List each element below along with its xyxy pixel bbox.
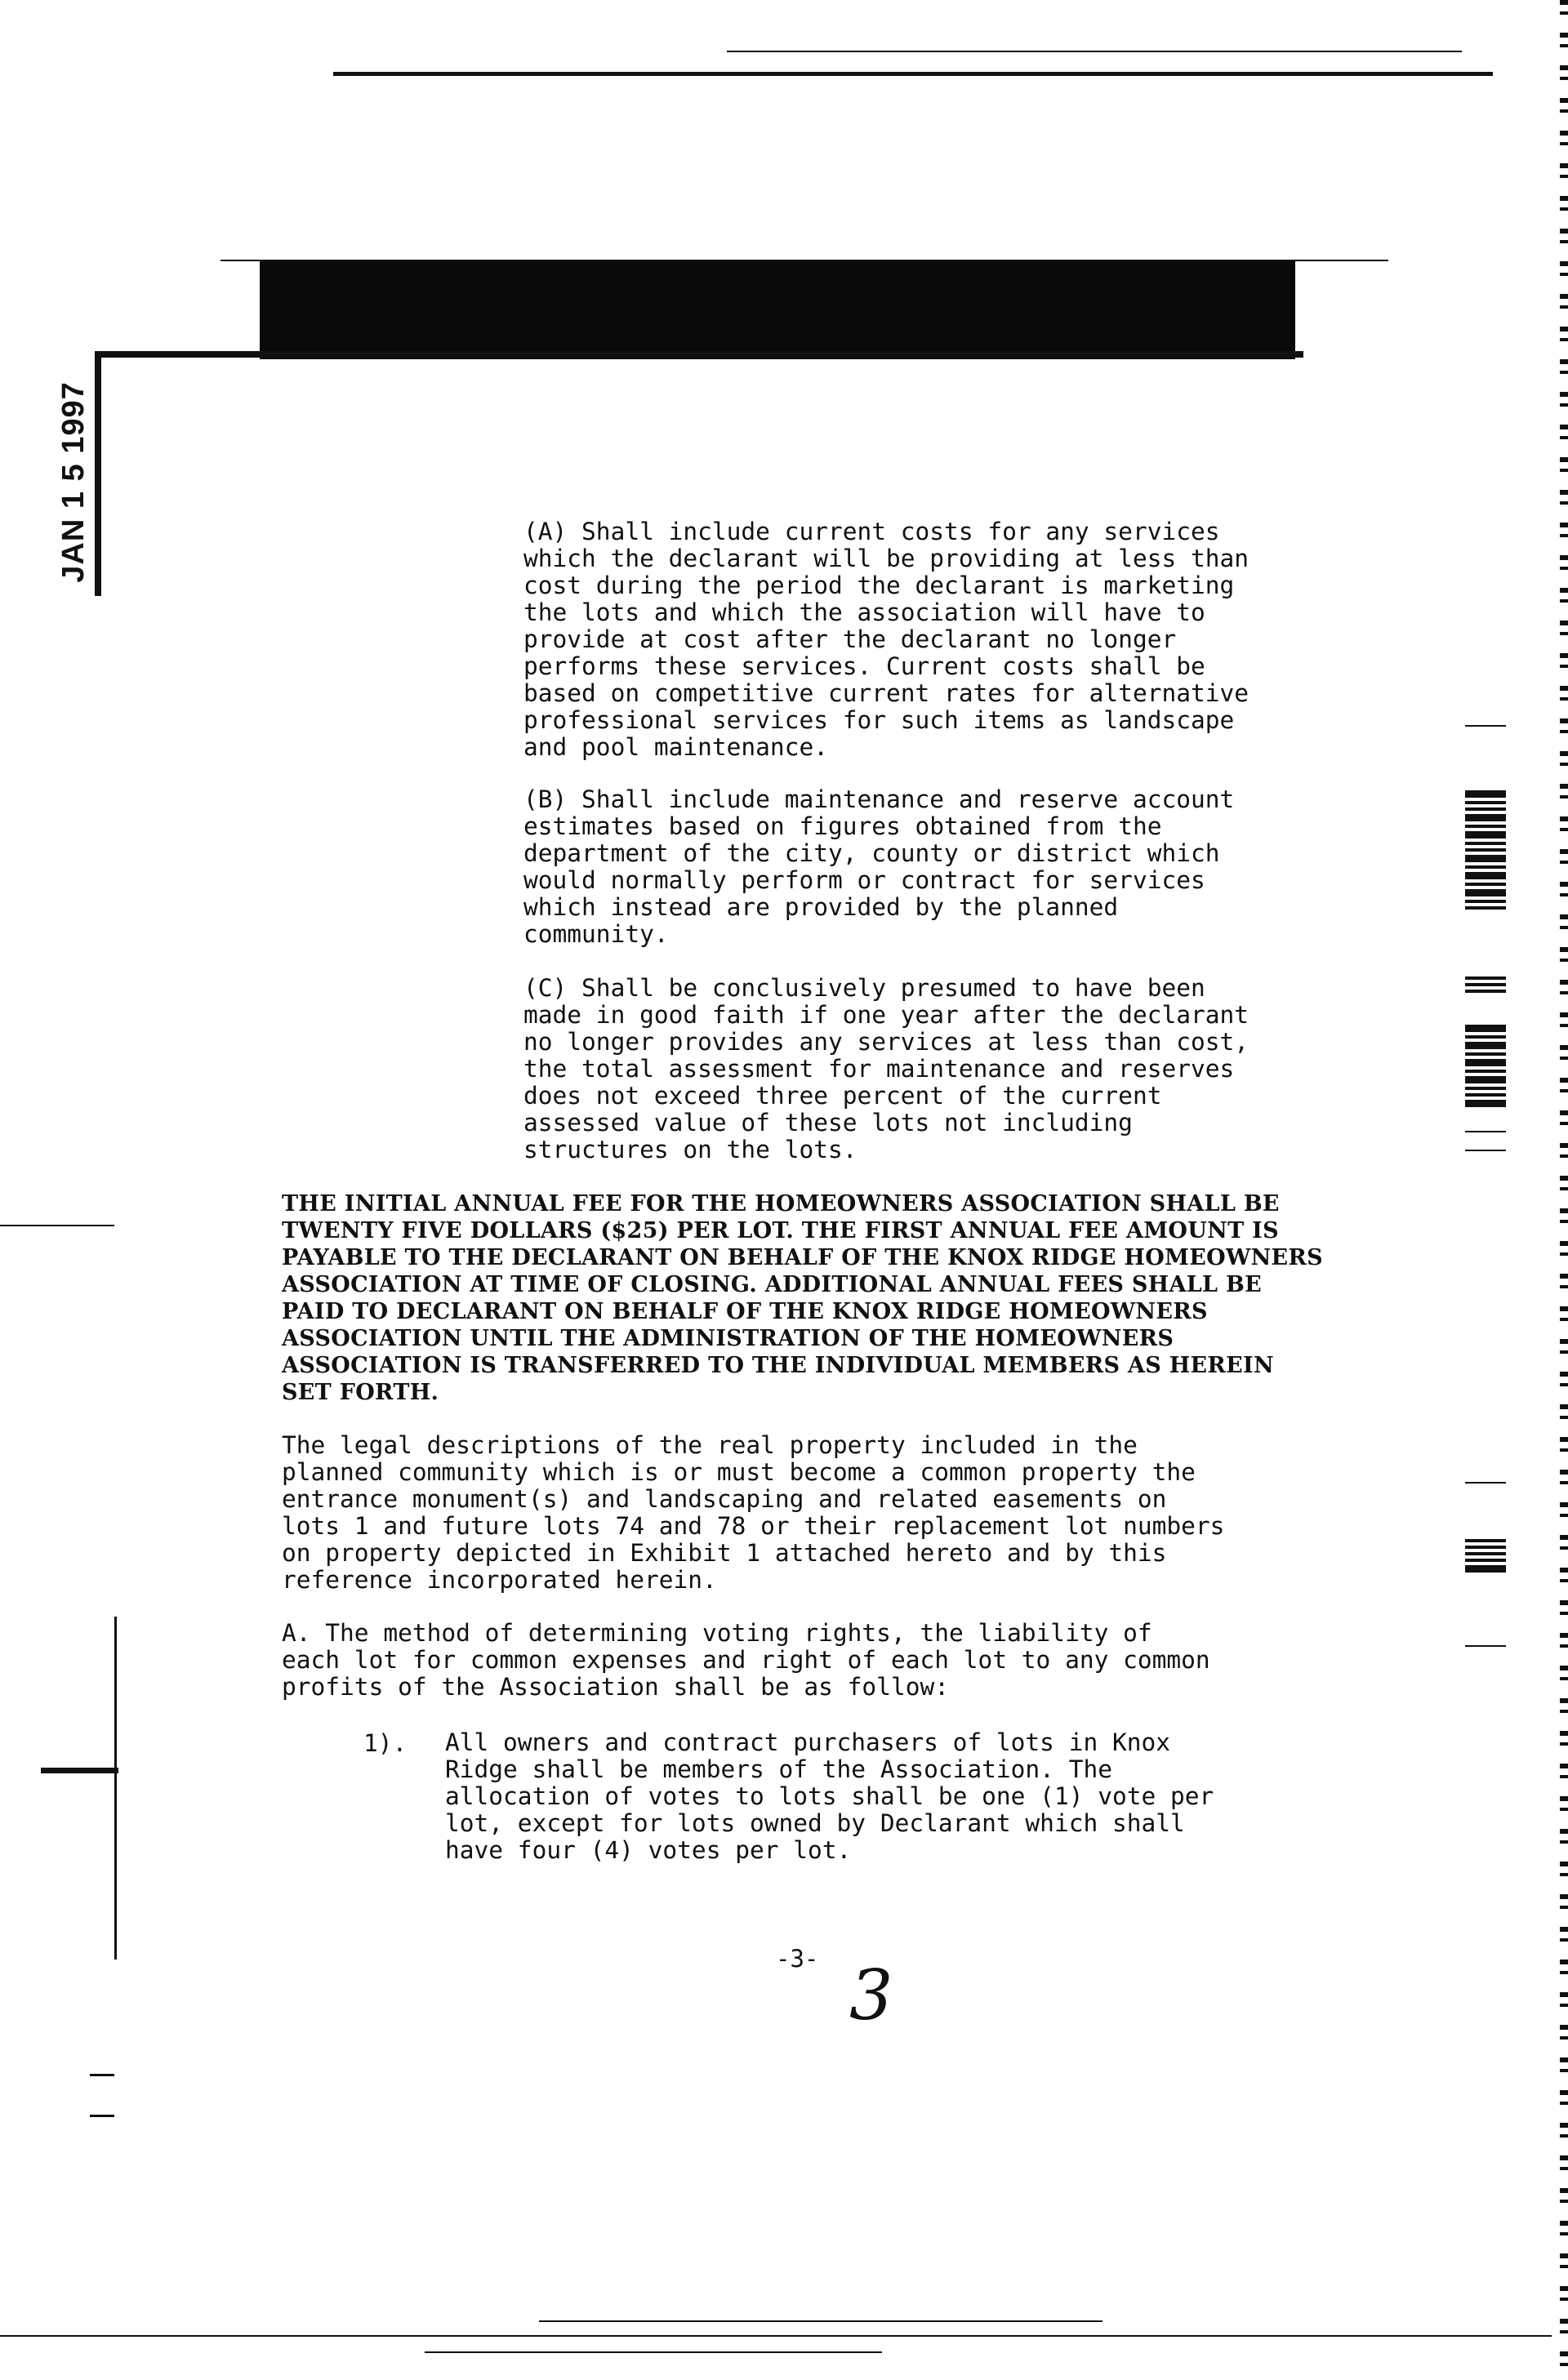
margin-mark: [1465, 1482, 1506, 1484]
bottom-rule: [0, 2335, 1552, 2337]
barcode-marks: [1465, 790, 1506, 913]
bottom-rule: [425, 2351, 882, 2353]
paragraph-b: (B) Shall include maintenance and reserve account estimates based on figures obtained from the department of the city, county or district which would normally perform or contract for services which instead are provided by the planned community.: [523, 785, 1235, 948]
stamp-date: JAN 1 5 1997: [56, 380, 91, 583]
top-rule-faint: [727, 51, 1462, 52]
margin-mark: [1465, 725, 1506, 727]
redaction-block: [260, 261, 1295, 359]
page-edge: [1560, 0, 1568, 2380]
barcode-marks: [1465, 1025, 1506, 1110]
annual-fee-paragraph: THE INITIAL ANNUAL FEE FOR THE HOMEOWNERS ASSOCIATION SHALL BE TWENTY FIVE DOLLARS ($25) PER LOT. THE FIRST ANNUAL FEE AMOUNT IS PAYABLE TO THE DECLARANT ON BEHALF OF THE KNOX RIDGE HOMEOWNERS ASSOCIATION AT TIME OF CLOSING. ADDITIONAL ANNUAL FEES SHALL BE PAID TO DECLARANT ON BEHALF OF THE KNOX RIDGE HOMEOWNERS ASSOCIATION UNTIL THE ADMINISTRATION OF THE HOMEOWNERS ASSOCIATION IS TRANSFERRED TO THE INDIVIDUAL MEMBERS AS HEREIN SET FORTH.: [282, 1191, 1323, 1405]
margin-mark: [114, 1617, 117, 1960]
margin-mark: [0, 1225, 114, 1226]
paragraph-c: (C) Shall be conclusively presumed to have been made in good faith if one year after the declarant no longer provides any services at less than cost, the total assessment for maintenance and reserves does not exceed three percent of the current assessed value of these lots not including structures on the lots.: [523, 974, 1250, 1163]
top-rule: [333, 72, 1493, 76]
voting-rights-paragraph: A. The method of determining voting rights, the liability of each lot for common expenses and right of each lot to any common profits of the Association shall be as follow:: [282, 1619, 1210, 1701]
margin-mark: [90, 2074, 114, 2076]
margin-mark: [41, 1768, 118, 1773]
margin-mark: [1465, 1131, 1506, 1132]
margin-mark: [1465, 1150, 1506, 1151]
handwritten-page-number: 3: [849, 1955, 893, 2035]
margin-mark: [1465, 1645, 1506, 1647]
received-date-stamp: [49, 380, 98, 583]
corner-rule-horizontal: [95, 351, 1303, 358]
paragraph-a: (A) Shall include current costs for any services which the declarant will be providing at less than cost during the period the declarant is marketing the lots and which the association will have to provide at cost after the declarant no longer performs these services. Current costs shall be based on competitive current rates for alternative professional services for such items as landscape and pool maintenance.: [523, 518, 1250, 761]
page-number: -3-: [776, 1945, 819, 1973]
list-item-text: All owners and contract purchasers of lots in Knox Ridge shall be members of the Association. The allocation of votes to lots shall be one (1) vote per lot, except for lots owned by Declarant which shall have four (4) votes per lot.: [445, 1728, 1214, 1864]
barcode-marks: [1465, 976, 1506, 996]
bottom-rule: [539, 2320, 1102, 2322]
margin-mark: [90, 2115, 114, 2117]
legal-description-paragraph: The legal descriptions of the real property included in the planned community which is or must become a common property the entrance monument(s) and landscaping and related easements on lots 1 and future lots 74 and 78 or their replacement lot numbers on property depicted in Exhibit 1 attached hereto and by this reference incorporated herein.: [282, 1431, 1225, 1594]
list-item-number: 1).: [363, 1729, 408, 1757]
barcode-marks: [1465, 1539, 1506, 1576]
